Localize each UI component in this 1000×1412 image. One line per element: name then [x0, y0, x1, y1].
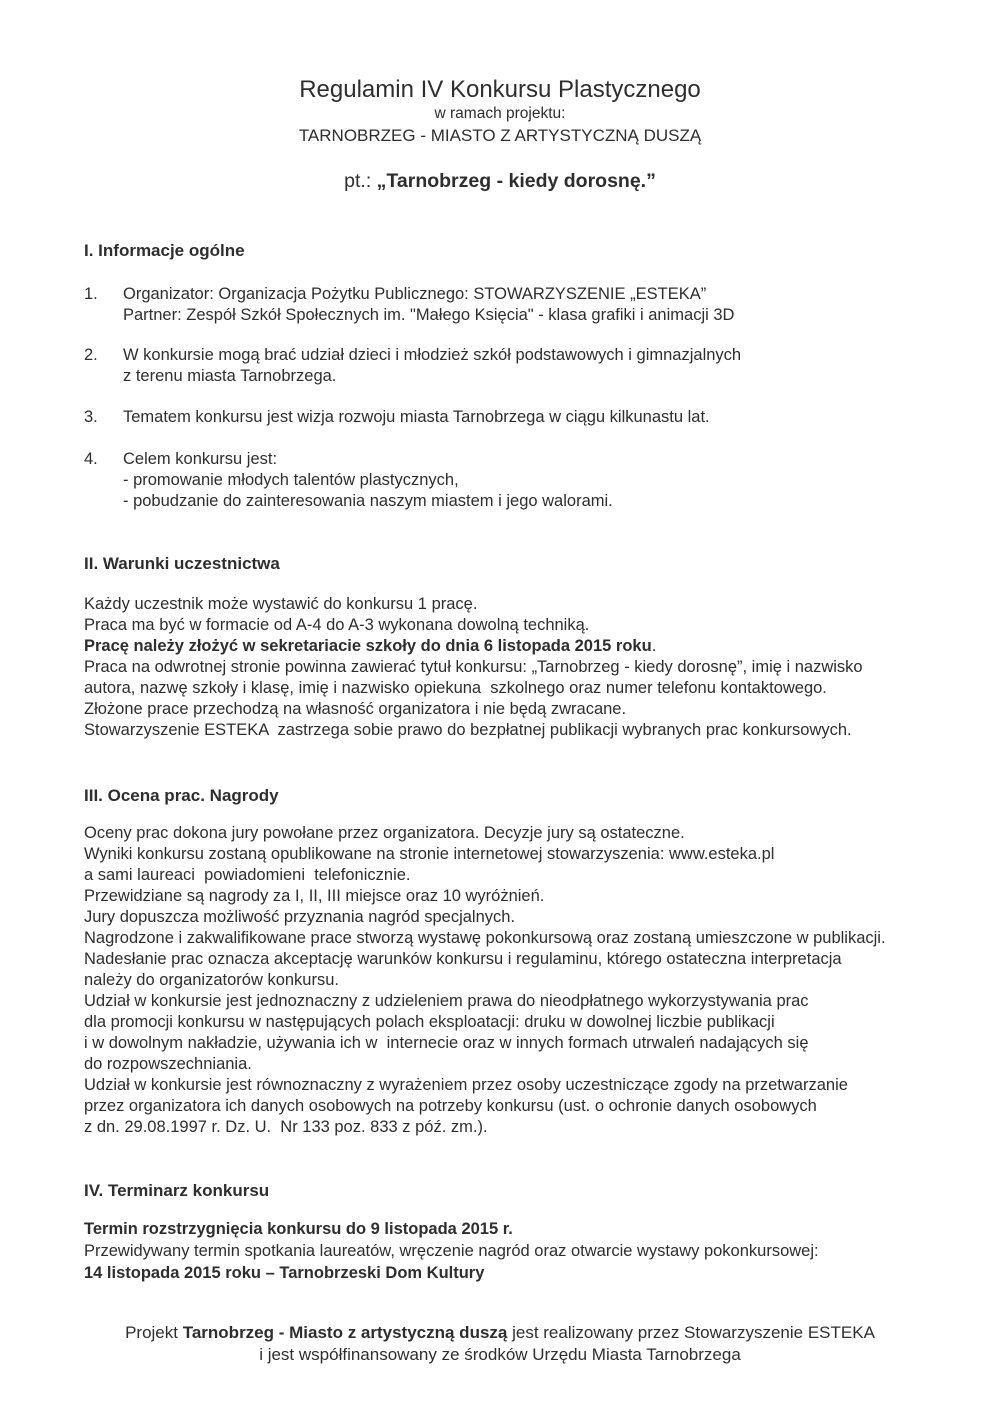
ceremony-info: Przewidywany termin spotkania laureatów, wręczenie nagród oraz otwarcie wystawy pokonkursowej:: [84, 1242, 819, 1260]
text-line-deadline: [84, 636, 930, 657]
text-line: Nadesłanie prac oznacza akceptację warunków konkursu i regulaminu, którego ostateczna interpretacja: [84, 950, 842, 968]
awards-paragraph: [84, 823, 930, 1138]
list-item-3: [84, 407, 930, 428]
list-item-text: [123, 284, 930, 326]
text-line: dla promocji konkursu w następujących polach eksploatacji: druku w dowolnej liczbie publikacji: [84, 1013, 775, 1031]
text-line: - pobudzanie do zainteresowania naszym miastem i jego walorami.: [123, 492, 613, 510]
schedule-paragraph: [84, 1218, 930, 1284]
footer-suffix: jest realizowany przez Stowarzyszenie ESTEKA: [507, 1323, 875, 1342]
list-item-number: 2.: [84, 346, 98, 364]
list-item-text: [123, 407, 930, 428]
subtitle-title: „Tarnobrzeg - kiedy dorosnę.”: [376, 170, 656, 192]
results-prefix: Wyniki konkursu zostaną opublikowane na stronie internetowej stowarzyszenia:: [84, 845, 669, 863]
text-line: z dn. 29.08.1997 r. Dz. U. Nr 133 poz. 833 z póź. zm.).: [84, 1118, 488, 1136]
text-line: i w dowolnym nakładzie, używania ich w internecie oraz w innych formach utrwaleń nadających się: [84, 1034, 809, 1052]
section-heading-schedule: IV. Terminarz konkursu: [84, 1181, 270, 1200]
text-line: należy do organizatorów konkursu.: [84, 971, 339, 989]
text-line: do rozpowszechniania.: [84, 1055, 252, 1073]
text-line: Złożone prace przechodzą na własność organizatora i nie będą zwracane.: [84, 700, 627, 718]
list-item-number: 1.: [84, 285, 98, 303]
footer-prefix: Projekt: [125, 1323, 183, 1342]
text-line: Każdy uczestnik może wystawić do konkursu 1 pracę.: [84, 595, 478, 613]
text-line: Udział w konkursie jest jednoznaczny z udzieleniem prawa do nieodpłatnego wykorzystywania prac: [84, 992, 809, 1010]
subtitle-prefix: pt.:: [344, 170, 377, 192]
list-item-number: 3.: [84, 408, 98, 426]
list-item-1: [84, 284, 930, 326]
list-item-2: [84, 345, 930, 387]
text-line: W konkursie mogą brać udział dzieci i młodzież szkół podstawowych i gimnazjalnych: [123, 346, 742, 364]
document-header: [0, 0, 1000, 194]
footer-line-1: [0, 1322, 1000, 1344]
text-line: Celem konkursu jest:: [123, 450, 278, 468]
text-line-results: [84, 844, 930, 865]
section-heading-awards: III. Ocena prac. Nagrody: [84, 786, 279, 805]
list-item-number: 4.: [84, 450, 98, 468]
website-url: www.esteka.pl: [669, 845, 775, 863]
text-line: Przewidziane są nagrody za I, II, III miejsce oraz 10 wyróżnień.: [84, 887, 545, 905]
document-footer: [0, 1322, 1000, 1366]
text-line: Praca na odwrotnej stronie powinna zawierać tytuł konkursu: „Tarnobrzeg - kiedy dorosnę”, imię i nazwisko: [84, 658, 863, 676]
text-line: a sami laureaci powiadomieni telefonicznie.: [84, 866, 411, 884]
list-item-text: [123, 345, 930, 387]
project-intro: w ramach projektu:: [434, 105, 566, 122]
text-line: Oceny prac dokona jury powołane przez organizatora. Decyzje jury są ostateczne.: [84, 824, 685, 842]
text-line: - promowanie młodych talentów plastycznych,: [123, 471, 459, 489]
list-item-4: [84, 449, 930, 512]
text-line: Praca ma być w formacie od A-4 do A-3 wykonana dowolną techniką.: [84, 616, 590, 634]
list-item-text: [123, 449, 930, 512]
verdict-deadline: Termin rozstrzygnięcia konkursu do 9 listopada 2015 r.: [84, 1220, 513, 1238]
text-line: Partner: Zespół Szkół Społecznych im. "Małego Księcia" - klasa grafiki i animacji 3D: [123, 306, 735, 324]
deadline-bold: Pracę należy złożyć w sekretariacie szkoły do dnia 6 listopada 2015 roku: [84, 637, 652, 655]
document-body: [0, 240, 1000, 1284]
text-line: Udział w konkursie jest równoznaczny z wyrażeniem przez osoby uczestniczące zgody na przetwarzanie: [84, 1076, 848, 1094]
terms-paragraph: [84, 594, 930, 741]
footer-project-bold: Tarnobrzeg - Miasto z artystyczną duszą: [182, 1323, 508, 1342]
text-line: Stowarzyszenie ESTEKA zastrzega sobie prawo do bezpłatnej publikacji wybranych prac konkursowych.: [84, 721, 852, 739]
text-line: Organizator: Organizacja Pożytku Publicznego: STOWARZYSZENIE „ESTEKA”: [123, 285, 707, 303]
footer-line-2: i jest współfinansowany ze środków Urzędu Miasta Tarnobrzega: [259, 1345, 741, 1364]
ceremony-date: 14 listopada 2015 roku – Tarnobrzeski Dom Kultury: [84, 1264, 485, 1282]
text-line: z terenu miasta Tarnobrzega.: [123, 367, 337, 385]
deadline-tail: .: [651, 637, 657, 655]
text-line: przez organizatora ich danych osobowych na potrzeby konkursu (ust. o ochronie danych osobowych: [84, 1097, 817, 1115]
document-subtitle: [0, 168, 1000, 194]
text-line: Jury dopuszcza możliwość przyznania nagród specjalnych.: [84, 908, 516, 926]
project-name: TARNOBRZEG - MIASTO Z ARTYSTYCZNĄ DUSZĄ: [298, 126, 702, 145]
section-heading-general: I. Informacje ogólne: [84, 241, 245, 260]
text-line: autora, nazwę szkoły i klasę, imię i nazwisko opiekuna szkolnego oraz numer telefonu kontaktowego.: [84, 679, 827, 697]
text-line: Nagrodzone i zakwalifikowane prace stworzą wystawę pokonkursową oraz zostaną umieszczone w publikacji.: [84, 929, 886, 947]
document-title: Regulamin IV Konkursu Plastycznego: [299, 76, 701, 103]
section-heading-terms: II. Warunki uczestnictwa: [84, 554, 280, 573]
text-line: Tematem konkursu jest wizja rozwoju miasta Tarnobrzega w ciągu kilkunastu lat.: [123, 408, 710, 426]
